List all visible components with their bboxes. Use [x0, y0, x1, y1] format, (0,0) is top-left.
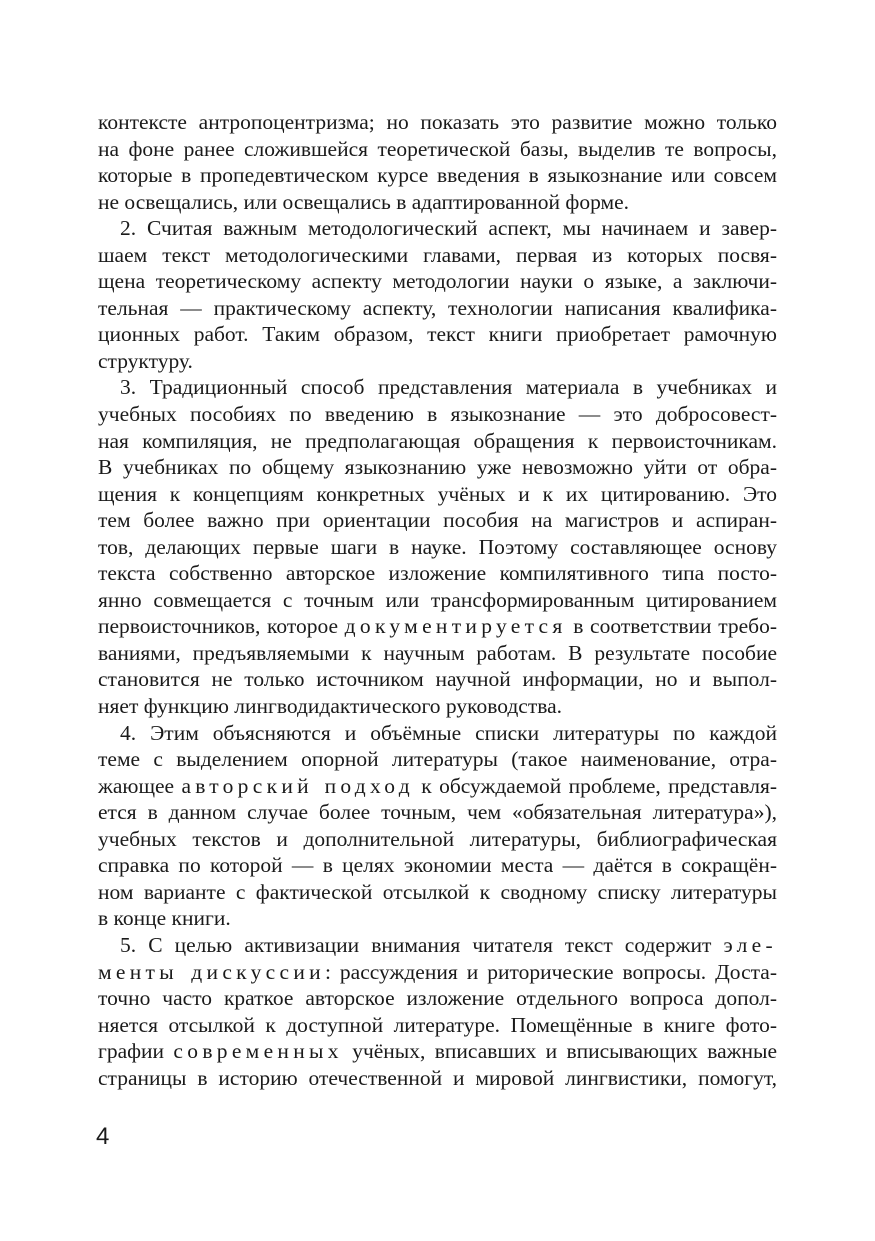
text-line: 3. Традиционный способ представления материала в учебниках и	[120, 375, 777, 400]
text-line: 4. Этим объясняются и объёмные списки литературы по каждой	[120, 720, 777, 745]
text-line: не освещались, или освещались в адаптированной форме.	[98, 189, 630, 214]
spaced-emphasis: эле-	[723, 932, 777, 957]
text-line: щения к концепциям конкретных учёных и к их цитированию. Это	[98, 481, 777, 506]
text-line: точно часто краткое авторское изложение отдельного вопроса допол-	[98, 986, 777, 1011]
text-line	[98, 1038, 777, 1065]
text-line: янно совмещается с точным или трансформированным цитированием	[98, 587, 777, 612]
text-line: ваниями, предъявляемыми к научным работам. В результате пособие	[98, 640, 777, 665]
line-segment: жающее	[98, 773, 182, 798]
spaced-emphasis: документируется	[344, 614, 567, 639]
line-segment: графии	[98, 1039, 174, 1064]
text-line: В учебниках по общему языкознанию уже невозможно уйти от обра-	[98, 455, 777, 480]
text-line: тельная — практическому аспекту, технологии написания квалифика-	[98, 295, 777, 320]
text-line: которые в пропедевтическом курсе введения в языкознание или совсем	[98, 163, 777, 188]
text-line	[98, 613, 777, 640]
spaced-emphasis: современных	[173, 1039, 343, 1064]
text-line: щена теоретическому аспекту методологии науки о языке, а заключи-	[98, 269, 777, 294]
text-line: становится не только источником научной информации, но и выпол-	[98, 667, 777, 692]
line-segment: учёных, вписавших и вписывающих важные	[342, 1039, 777, 1064]
line-segment: к обсуждаемой проблеме, представля-	[413, 773, 777, 798]
text-line	[98, 932, 777, 959]
text-line: теме с выделением опорной литературы (такое наименование, отра-	[98, 747, 777, 772]
text-line: тем более важно при ориентации пособия на магистров и аспиран-	[98, 508, 777, 533]
text-line: ная компиляция, не предполагающая обращения к первоисточникам.	[98, 428, 777, 453]
page-number: 4	[96, 1123, 110, 1150]
text-line: тов, делающих первые шаги в науке. Поэтому составляющее основу	[98, 534, 777, 559]
text-line: няется отсылкой к доступной литературе. Помещённые в книге фото-	[98, 1012, 777, 1037]
text-line: шаем текст методологическими главами, первая из которых посвя-	[98, 242, 777, 267]
text-line: структуру.	[98, 348, 193, 373]
text-line: учебных пособиях по введению в языкознание — это добросовест-	[98, 402, 777, 427]
text-line: в конце книги.	[98, 906, 231, 931]
text-line: ном варианте с фактической отсылкой к сводному списку литературы	[98, 879, 777, 904]
text-line	[98, 959, 777, 986]
text-line: ется в данном случае более точным, чем «обязательная литература»),	[98, 800, 777, 825]
line-segment: : рассуждения и риторические вопросы. Доста-	[324, 959, 777, 984]
line-segment: 5. С целью активизации внимания читателя текст содержит	[120, 932, 724, 957]
line-segment: в соответствии требо-	[566, 614, 777, 639]
page-body	[98, 109, 777, 1091]
text-line: страницы в историю отечественной и мировой лингвистики, помогут,	[98, 1065, 777, 1090]
text-line: 2. Считая важным методологический аспект, мы начинаем и завер-	[120, 216, 777, 241]
spaced-emphasis: менты дискуссии	[98, 959, 325, 984]
text-line	[98, 773, 777, 800]
text-line: справка по которой — в целях экономии места — даётся в сокращён-	[98, 853, 777, 878]
text-line: текста собственно авторское изложение компилятивного типа посто-	[98, 561, 777, 586]
text-line: няет функцию лингводидактического руководства.	[98, 694, 563, 719]
text-line: контексте антропоцентризма; но показать это развитие можно только	[98, 110, 777, 134]
line-segment: первоисточников, которое	[98, 614, 345, 639]
text-line: ционных работ. Таким образом, текст книги приобретает рамочную	[98, 322, 777, 347]
text-line: учебных текстов и дополнительной литературы, библиографическая	[98, 826, 777, 851]
spaced-emphasis: авторский подход	[181, 773, 414, 798]
text-line: на фоне ранее сложившейся теоретической базы, выделив те вопросы,	[98, 136, 777, 161]
